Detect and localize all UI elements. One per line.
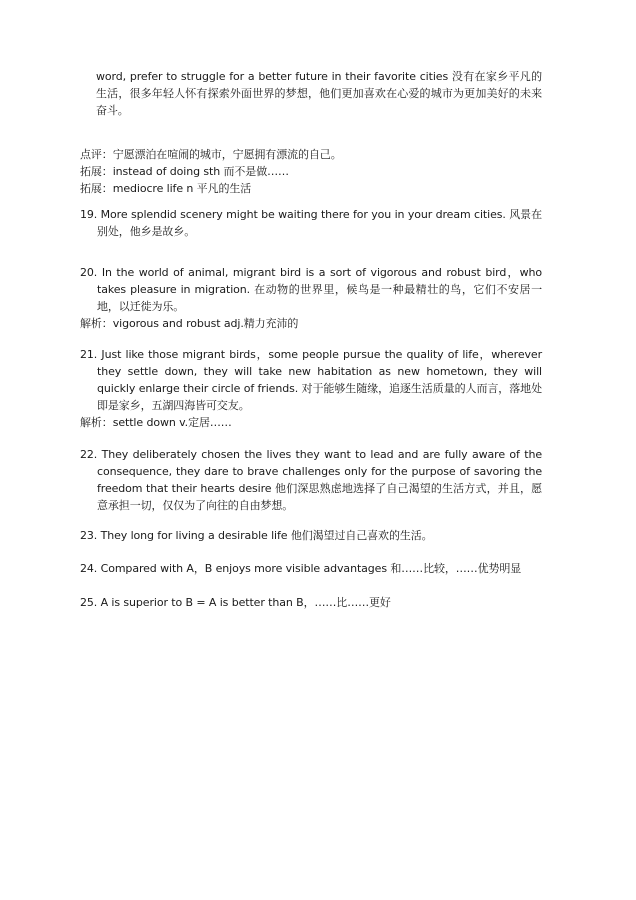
item-25 — [80, 594, 542, 611]
item-paragraph — [80, 264, 542, 315]
note-text: 宁愿漂泊在喧闹的城市，宁愿拥有漂流的自己。 — [112, 148, 342, 161]
intro-text: word, prefer to struggle for a better future in their favorite cities 没有在家乡平凡的生活，很多年轻人怀有探索外面世界的梦想，他们更加喜欢在心爱的城市为更加美好的未来奋斗。 — [96, 70, 542, 117]
note-text: instead of doing sth 而不是做…… — [112, 165, 289, 178]
item-number: 21. — [80, 348, 98, 361]
item-note — [80, 414, 542, 431]
notes-block-a — [80, 146, 526, 197]
note-label: 解析： — [80, 317, 113, 330]
item-20 — [80, 264, 542, 332]
note-extension — [80, 180, 526, 197]
item-text: Compared with A，B enjoys more visible advantages 和……比较，……优势明显 — [100, 562, 522, 575]
note-label: 拓展： — [80, 182, 113, 195]
intro-paragraph — [96, 68, 542, 119]
item-19 — [80, 206, 542, 240]
note-comment — [80, 146, 526, 163]
note-text: vigorous and robust adj.精力充沛的 — [112, 317, 299, 330]
note-extension — [80, 163, 526, 180]
item-text: A is superior to B = A is better than B，……比……更好 — [100, 596, 391, 609]
note-label: 解析： — [80, 416, 113, 429]
item-number: 22. — [80, 448, 98, 461]
item-text: They deliberately chosen the lives they want to lead and are fully aware of the consequence, they dare to brave challenges only for the purpose of savoring the freedom that their hearts desire 他们深思熟虑地选择了自己渴望的生活方式，并且，愿意承担一切，仅仅为了向往的自由梦想。 — [97, 448, 542, 512]
item-text: More splendid scenery might be waiting there for you in your dream cities. 风景在别处，他乡是故乡。 — [97, 208, 542, 238]
item-paragraph — [80, 594, 542, 611]
item-text: They long for living a desirable life 他们渴望过自己喜欢的生活。 — [100, 529, 433, 542]
item-note — [80, 315, 542, 332]
item-paragraph — [80, 560, 542, 577]
note-label: 点评： — [80, 148, 113, 161]
item-paragraph — [80, 446, 542, 514]
item-number: 24. — [80, 562, 98, 575]
note-label: 拓展： — [80, 165, 113, 178]
item-paragraph — [80, 527, 542, 544]
item-number: 20. — [80, 266, 98, 279]
note-text: settle down v.定居…… — [112, 416, 232, 429]
item-number: 25. — [80, 596, 98, 609]
item-paragraph — [80, 206, 542, 240]
item-number: 23. — [80, 529, 98, 542]
item-number: 19. — [80, 208, 98, 221]
note-text: mediocre life n 平凡的生活 — [112, 182, 252, 195]
item-paragraph — [80, 346, 542, 414]
item-text: In the world of animal, migrant bird is a sort of vigorous and robust bird，who takes pleasure in migration. 在动物的世界里，候鸟是一种最精壮的鸟，它们不安居一地，以迁徙为乐。 — [97, 266, 542, 313]
item-24 — [80, 560, 542, 577]
item-22 — [80, 446, 542, 514]
item-23 — [80, 527, 542, 544]
item-21 — [80, 346, 542, 431]
item-text: Just like those migrant birds，some people pursue the quality of life，wherever they settle down, they will take new habitation as new hometown, they will quickly enlarge their circle of friends. 对于能够生随缘，追逐生活质量的人而言，落地处即是家乡，五湖四海皆可交友。 — [97, 348, 542, 412]
